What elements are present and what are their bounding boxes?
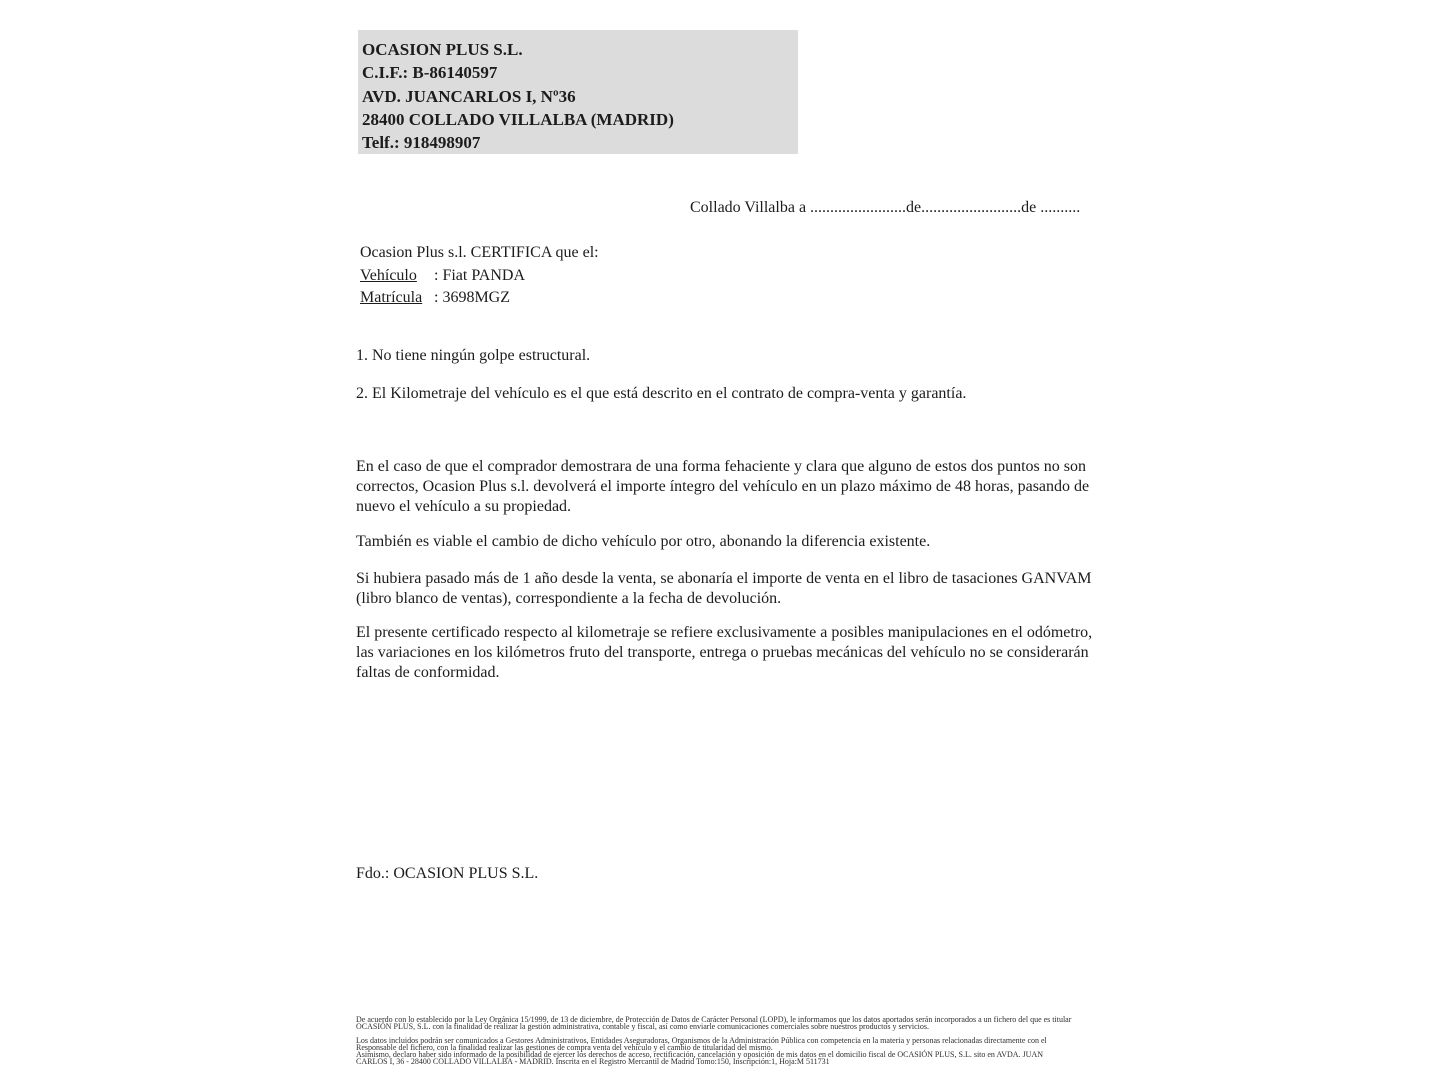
legal-footer: [356, 1016, 1116, 1066]
legal-line: De acuerdo con lo establecido por la Ley Orgánica 15/1999, de 13 de diciembre, de Protección de Datos de Carácter Personal (LOPD), le informamos que los datos aportados serán incorporados a un fichero del que es titular: [356, 1015, 1072, 1024]
company-address: AVD. JUANCARLOS I, Nº36: [362, 86, 576, 106]
paragraph-exchange: También es viable el cambio de dicho vehículo por otro, abonando la diferencia existente.: [356, 533, 931, 550]
legal-line: Asimismo, declaro haber sido informado de la posibilidad de ejercer los derechos de acceso, rectificación, cancelación y oposición de mis datos en el domicilio fiscal de OCASIÓN PLUS, S.L. sito en AVDA. JUAN: [356, 1050, 1044, 1060]
legal-line: OCASIÓN PLUS, S.L. con la finalidad de realizar la gestión administrativa, contable y fiscal, así como enviarle comunicaciones comerciales sobre nuestros productos y servicios.: [356, 1022, 929, 1032]
legal-line: Los datos incluidos podrán ser comunicados a Gestores Administrativos, Entidades Aseguradoras, Organismos de la Administración Pública con competencia en la materia y personas relacionadas directamente con el: [356, 1035, 1047, 1045]
company-city: 28400 COLLADO VILLALBA (MADRID): [362, 109, 674, 129]
company-name: OCASION PLUS S.L.: [362, 40, 523, 59]
signature-line: Fdo.: OCASION PLUS S.L.: [356, 865, 539, 882]
paragraph-odometer: El presente certificado respecto al kilometraje se refiere exclusivamente a posibles manipulaciones en el odómetro, las variaciones en los kilómetros fruto del transporte, entrega o pruebas mecánicas del vehículo no se considerarán faltas de conformidad.: [356, 624, 1093, 681]
company-header-box: [358, 30, 798, 154]
company-cif: C.I.F.: B-86140597: [362, 63, 498, 83]
plate-field: [360, 287, 599, 310]
vehicle-label: Vehículo: [360, 266, 417, 284]
certification-intro: Ocasion Plus s.l. CERTIFICA que el:: [360, 244, 599, 261]
plate-label: Matrícula: [360, 289, 423, 306]
plate-value: 3698MGZ: [442, 289, 511, 306]
point-structural: 1. No tiene ningún golpe estructural.: [356, 347, 591, 364]
point-mileage: 2. El Kilometraje del vehículo es el que está descrito en el contrato de compra-venta y garantía.: [356, 385, 967, 402]
certification-block: [360, 242, 599, 310]
vehicle-value: Fiat PANDA: [442, 266, 525, 284]
legal-line: CARLOS I, 36 - 28400 COLLADO VILLALBA - MADRID. Inscrita en el Registro Mercantil de Madrid Tomo:150, Inscripción:1, Hoja:M 511731: [356, 1057, 830, 1067]
company-phone: Telf.: 918498907: [362, 133, 481, 153]
legal-line: Responsable del fichero, con la finalidad realizar las gestiones de compra venta del vehículo y el cambio de titularidad del mismo.: [356, 1042, 773, 1052]
vehicle-field: [360, 265, 599, 288]
vehicle-separator: :: [434, 266, 443, 284]
paragraph-refund: En el caso de que el comprador demostrara de una forma fehaciente y clara que alguno de estos dos puntos no son correctos, Ocasion Plus s.l. devolverá el importe íntegro del vehículo en un plazo máximo de 48 horas, pasando de nuevo el vehículo a su propiedad.: [356, 458, 1090, 515]
paragraph-ganvam: Si hubiera pasado más de 1 año desde la venta, se abonaría el importe de venta en el libro de tasaciones GANVAM (libro blanco de ventas), correspondiente a la fecha de devolución.: [356, 570, 1092, 607]
date-line: Collado Villalba a ........................de.........................de ..........: [690, 199, 1081, 216]
plate-separator: :: [434, 289, 443, 306]
